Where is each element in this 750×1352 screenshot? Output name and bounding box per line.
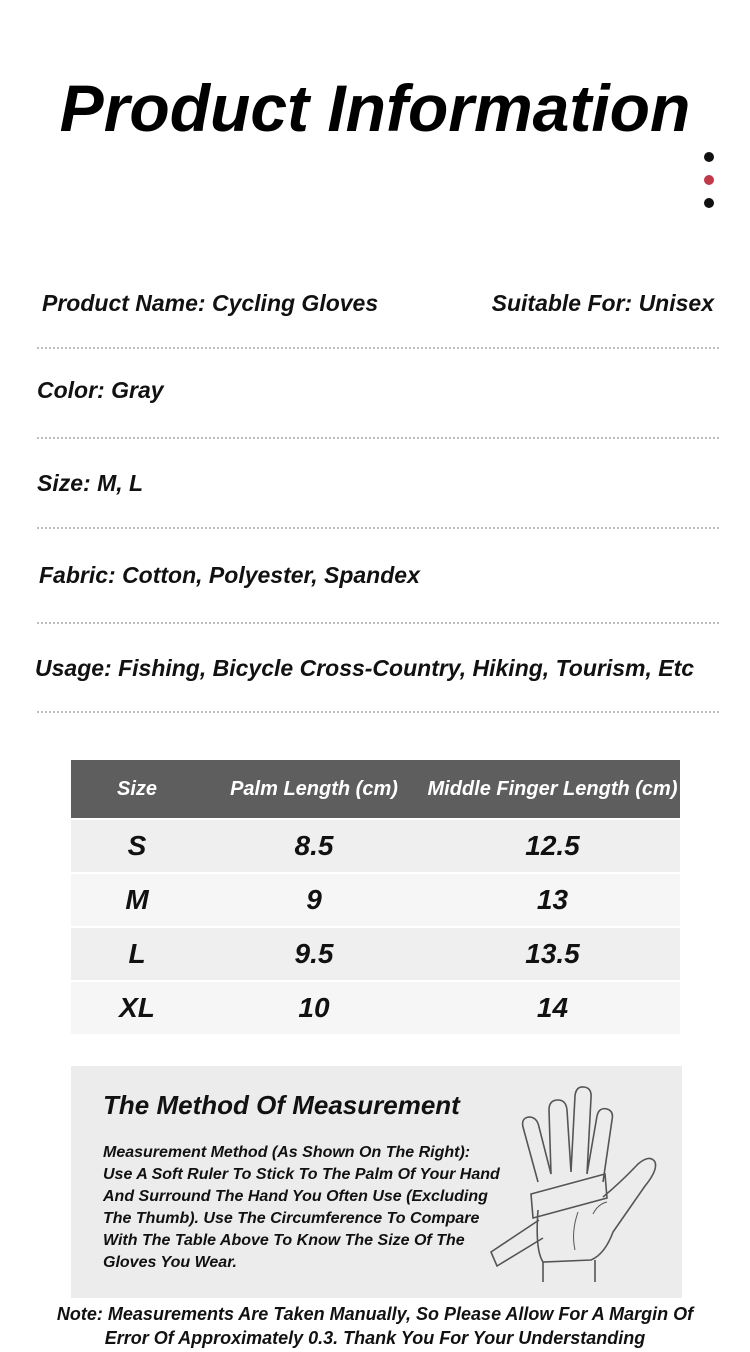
- measurement-text: Measurement Method (As Shown On The Right): Use A Soft Ruler To Stick To The Palm Of Your Hand And Surround The Hand You Often Use (Excluding The Thumb). Use The Circumference To Compare With The Table Above To Know The Size Of The Gloves You Wear.: [103, 1144, 500, 1271]
- dot-icon: [704, 198, 714, 208]
- table-row: [71, 873, 680, 927]
- cell: XL: [71, 981, 203, 1034]
- product-name: Product Name: Cycling Gloves: [42, 290, 379, 316]
- header-palm-length: Palm Length (cm): [203, 760, 425, 819]
- measurement-note: Note: Measurements Are Taken Manually, So Please Allow For A Margin Of Error Of Approximately 0.3. Thank You For Your Understanding: [56, 1304, 694, 1348]
- table-row: [71, 819, 680, 873]
- table-row: [71, 981, 680, 1034]
- table-row: [71, 927, 680, 981]
- divider: [37, 711, 719, 713]
- color-info: Color: Gray: [37, 377, 164, 403]
- cell: M: [71, 873, 203, 927]
- divider: [37, 527, 719, 529]
- hand-measurement-icon: [483, 1082, 673, 1282]
- cell: 9.5: [203, 927, 425, 981]
- dot-icon-accent: [704, 175, 714, 185]
- dot-icon: [704, 152, 714, 162]
- cell: 13.5: [425, 927, 680, 981]
- divider: [37, 622, 719, 624]
- cell: 12.5: [425, 819, 680, 873]
- divider: [37, 437, 719, 439]
- page-title: Product Information: [59, 71, 691, 145]
- measurement-section: [71, 1066, 682, 1298]
- header-size: Size: [71, 760, 203, 819]
- suitable-for: Suitable For: Unisex: [491, 290, 714, 316]
- cell: 10: [203, 981, 425, 1034]
- size-info: Size: M, L: [37, 470, 144, 496]
- cell: 9: [203, 873, 425, 927]
- header-finger-length: Middle Finger Length (cm): [425, 760, 680, 819]
- cell: 8.5: [203, 819, 425, 873]
- usage-info: Usage: Fishing, Bicycle Cross-Country, Hiking, Tourism, Etc: [35, 655, 695, 681]
- cell: 13: [425, 873, 680, 927]
- cell: 14: [425, 981, 680, 1034]
- cell: S: [71, 819, 203, 873]
- divider: [37, 347, 719, 349]
- fabric-info: Fabric: Cotton, Polyester, Spandex: [39, 562, 420, 588]
- measurement-heading: The Method Of Measurement: [103, 1090, 460, 1120]
- size-table: [71, 760, 680, 1034]
- cell: L: [71, 927, 203, 981]
